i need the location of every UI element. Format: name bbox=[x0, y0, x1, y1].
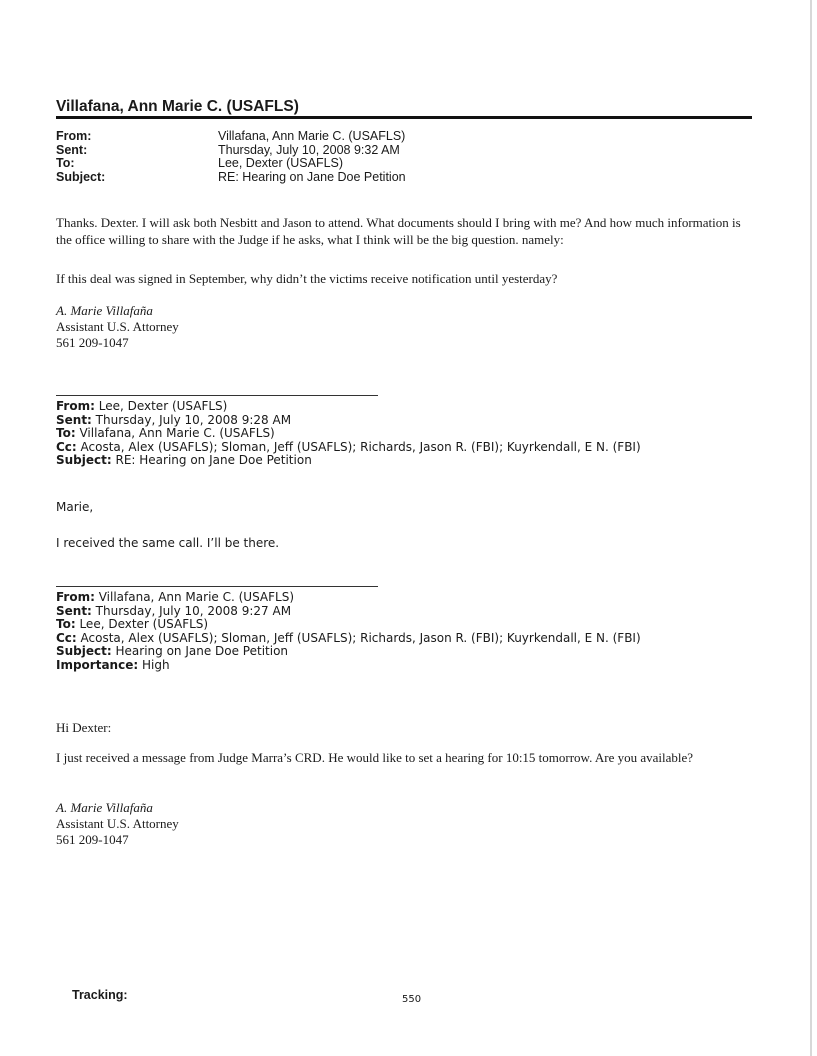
quoted-subject bbox=[56, 645, 641, 659]
signature-block-2 bbox=[56, 800, 179, 848]
quoted-sent bbox=[56, 605, 641, 619]
quoted-subject bbox=[56, 454, 641, 468]
quoted-greeting-2: Hi Dexter: bbox=[56, 720, 112, 735]
signature-title: Assistant U.S. Attorney bbox=[56, 319, 179, 334]
document-title: Villafana, Ann Marie C. (USAFLS) bbox=[56, 98, 299, 115]
page-edge bbox=[810, 0, 812, 1056]
quoted-subject-label: Subject: bbox=[56, 453, 112, 467]
quoted-sent bbox=[56, 414, 641, 428]
subject-label: Subject: bbox=[56, 169, 106, 184]
tracking-label: Tracking: bbox=[72, 988, 128, 1002]
quoted-from-value: Lee, Dexter (USAFLS) bbox=[94, 399, 228, 413]
header-subject-row bbox=[56, 171, 406, 185]
header-sent-row bbox=[56, 144, 406, 158]
title-rule bbox=[56, 116, 752, 119]
quoted-body-2: I just received a message from Judge Marra’s CRD. He would like to set a hearing for 10:15 tomorrow. Are you available? bbox=[56, 750, 694, 765]
message-paragraph-2: If this deal was signed in September, why didn’t the victims receive notification until yesterday? bbox=[56, 271, 558, 286]
quoted-importance bbox=[56, 659, 641, 673]
quoted-importance-label: Importance: bbox=[56, 657, 139, 672]
quote-separator-2 bbox=[56, 586, 378, 587]
sent-value: Thursday, July 10, 2008 9:32 AM bbox=[218, 142, 400, 157]
quote-separator-1 bbox=[56, 395, 378, 396]
signature-phone: 561 209-1047 bbox=[56, 335, 129, 350]
signature-phone: 561 209-1047 bbox=[56, 832, 129, 847]
to-label: To: bbox=[56, 156, 75, 170]
quoted-sent-label: Sent: bbox=[56, 412, 92, 427]
signature-name: A. Marie Villafaña bbox=[56, 800, 153, 815]
quoted-from bbox=[56, 591, 641, 605]
header-from-row bbox=[56, 130, 406, 144]
signature-block-1 bbox=[56, 303, 179, 351]
quoted-from-label: From: bbox=[56, 399, 95, 413]
quoted-to-label: To: bbox=[56, 617, 76, 631]
quoted-cc-value: Acosta, Alex (USAFLS); Sloman, Jeff (USAFLS); Richards, Jason R. (FBI); Kuyrkendall, E N. (FBI) bbox=[76, 439, 641, 454]
page-number: 550 bbox=[402, 994, 422, 1005]
quoted-to bbox=[56, 618, 641, 632]
quoted-from-label: From: bbox=[56, 590, 95, 604]
quoted-subject-value: Hearing on Jane Doe Petition bbox=[111, 644, 289, 658]
quoted-cc-value: Acosta, Alex (USAFLS); Sloman, Jeff (USAFLS); Richards, Jason R. (FBI); Kuyrkendall, E N. (FBI) bbox=[76, 630, 641, 645]
quoted-from-value: Villafana, Ann Marie C. (USAFLS) bbox=[94, 590, 295, 604]
quoted-cc bbox=[56, 441, 641, 455]
quoted-subject-value: RE: Hearing on Jane Doe Petition bbox=[111, 453, 312, 467]
quoted-cc-label: Cc: bbox=[56, 439, 77, 454]
from-value: Villafana, Ann Marie C. (USAFLS) bbox=[218, 129, 406, 143]
quoted-from bbox=[56, 400, 641, 414]
header-to-row bbox=[56, 157, 406, 171]
quoted-importance-value: High bbox=[138, 657, 170, 672]
message-paragraph-1: Thanks. Dexter. I will ask both Nesbitt and Jason to attend. What documents should I bring with me? And how much information is the office willing to share with the Judge if he asks, what I think will be the big question. namely: bbox=[56, 215, 741, 247]
quoted-sent-label: Sent: bbox=[56, 603, 92, 618]
sent-label: Sent: bbox=[56, 142, 88, 157]
quoted-to-label: To: bbox=[56, 426, 76, 440]
quoted-header-2 bbox=[56, 591, 641, 672]
subject-value: RE: Hearing on Jane Doe Petition bbox=[218, 169, 406, 184]
quoted-sent-value: Thursday, July 10, 2008 9:28 AM bbox=[91, 412, 292, 427]
quoted-greeting-1: Marie, bbox=[56, 500, 94, 514]
quoted-cc-label: Cc: bbox=[56, 630, 77, 645]
signature-name: A. Marie Villafaña bbox=[56, 303, 153, 318]
quoted-cc bbox=[56, 632, 641, 646]
signature-title: Assistant U.S. Attorney bbox=[56, 816, 179, 831]
quoted-to-value: Villafana, Ann Marie C. (USAFLS) bbox=[75, 426, 275, 440]
from-label: From: bbox=[56, 129, 92, 143]
quoted-sent-value: Thursday, July 10, 2008 9:27 AM bbox=[91, 603, 292, 618]
quoted-to bbox=[56, 427, 641, 441]
quoted-to-value: Lee, Dexter (USAFLS) bbox=[75, 617, 209, 631]
quoted-subject-label: Subject: bbox=[56, 644, 112, 658]
email-header bbox=[56, 130, 406, 184]
quoted-header-1 bbox=[56, 400, 641, 468]
to-value: Lee, Dexter (USAFLS) bbox=[218, 156, 344, 170]
quoted-body-1: I received the same call. I’ll be there. bbox=[56, 536, 280, 550]
